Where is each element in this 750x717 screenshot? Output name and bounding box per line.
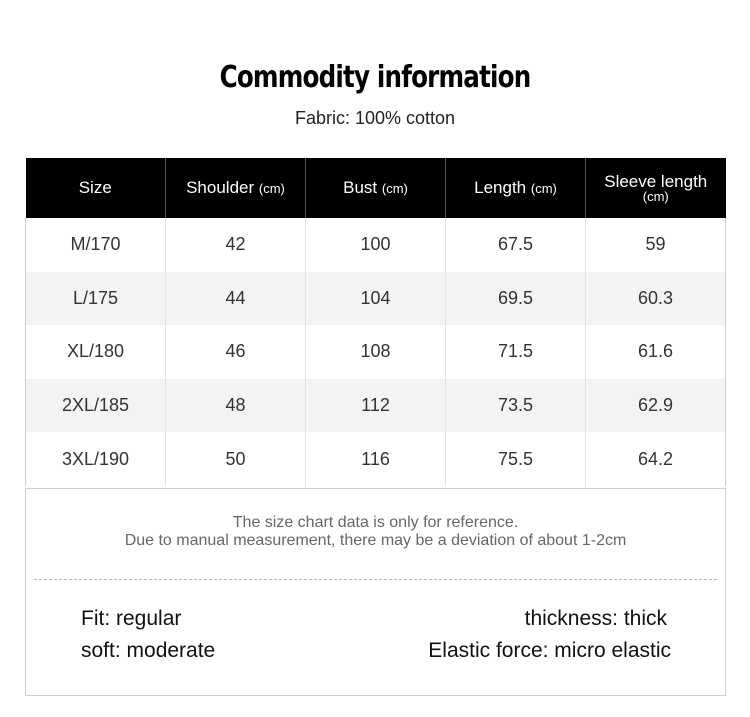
size-cell: L/175 xyxy=(26,272,166,326)
sleeve-length-cell: 62.9 xyxy=(586,379,726,433)
shoulder-cell: 48 xyxy=(166,379,306,433)
thickness-attribute: thickness: thick xyxy=(524,607,667,630)
fabric-subtitle: Fabric: 100% cotton xyxy=(294,108,456,128)
page-title: Commodity information xyxy=(219,60,531,95)
length-cell: 67.5 xyxy=(446,218,586,272)
shoulder-cell: 50 xyxy=(166,432,306,486)
column-header-sleeve-length: Sleeve length (cm) xyxy=(586,158,726,218)
size-cell: XL/180 xyxy=(26,325,166,379)
column-header-length: Length (cm) xyxy=(446,158,586,218)
length-cell: 73.5 xyxy=(446,379,586,433)
bust-cell: 116 xyxy=(306,432,446,486)
shoulder-cell: 46 xyxy=(166,325,306,379)
shoulder-cell: 44 xyxy=(166,272,306,326)
size-cell: M/170 xyxy=(26,218,166,272)
bust-cell: 112 xyxy=(306,379,446,433)
column-header-bust: Bust (cm) xyxy=(306,158,446,218)
sleeve-length-cell: 59 xyxy=(586,218,726,272)
bust-cell: 100 xyxy=(306,218,446,272)
deviation-note: Due to manual measurement, there may be a deviation of about 1-2cm xyxy=(124,532,627,549)
fit-attribute: Fit: regular xyxy=(81,607,182,630)
table-row xyxy=(26,272,726,326)
length-cell: 75.5 xyxy=(446,432,586,486)
column-header-shoulder: Shoulder (cm) xyxy=(166,158,306,218)
notes-panel xyxy=(25,488,726,696)
size-chart-table xyxy=(25,158,726,486)
soft-attribute: soft: moderate xyxy=(81,639,216,662)
length-cell: 69.5 xyxy=(446,272,586,326)
size-cell: 2XL/185 xyxy=(26,379,166,433)
elastic-attribute: Elastic force: micro elastic xyxy=(428,639,671,662)
bust-cell: 108 xyxy=(306,325,446,379)
reference-note: The size chart data is only for reference. xyxy=(232,514,519,531)
column-header-size: Size xyxy=(26,158,166,218)
sleeve-length-cell: 61.6 xyxy=(586,325,726,379)
sleeve-length-cell: 64.2 xyxy=(586,432,726,486)
table-header-row xyxy=(26,158,726,218)
sleeve-length-cell: 60.3 xyxy=(586,272,726,326)
length-cell: 71.5 xyxy=(446,325,586,379)
table-row xyxy=(26,218,726,272)
bust-cell: 104 xyxy=(306,272,446,326)
size-cell: 3XL/190 xyxy=(26,432,166,486)
table-row xyxy=(26,379,726,433)
table-row xyxy=(26,325,726,379)
table-row xyxy=(26,432,726,486)
dotted-divider xyxy=(34,579,717,580)
shoulder-cell: 42 xyxy=(166,218,306,272)
